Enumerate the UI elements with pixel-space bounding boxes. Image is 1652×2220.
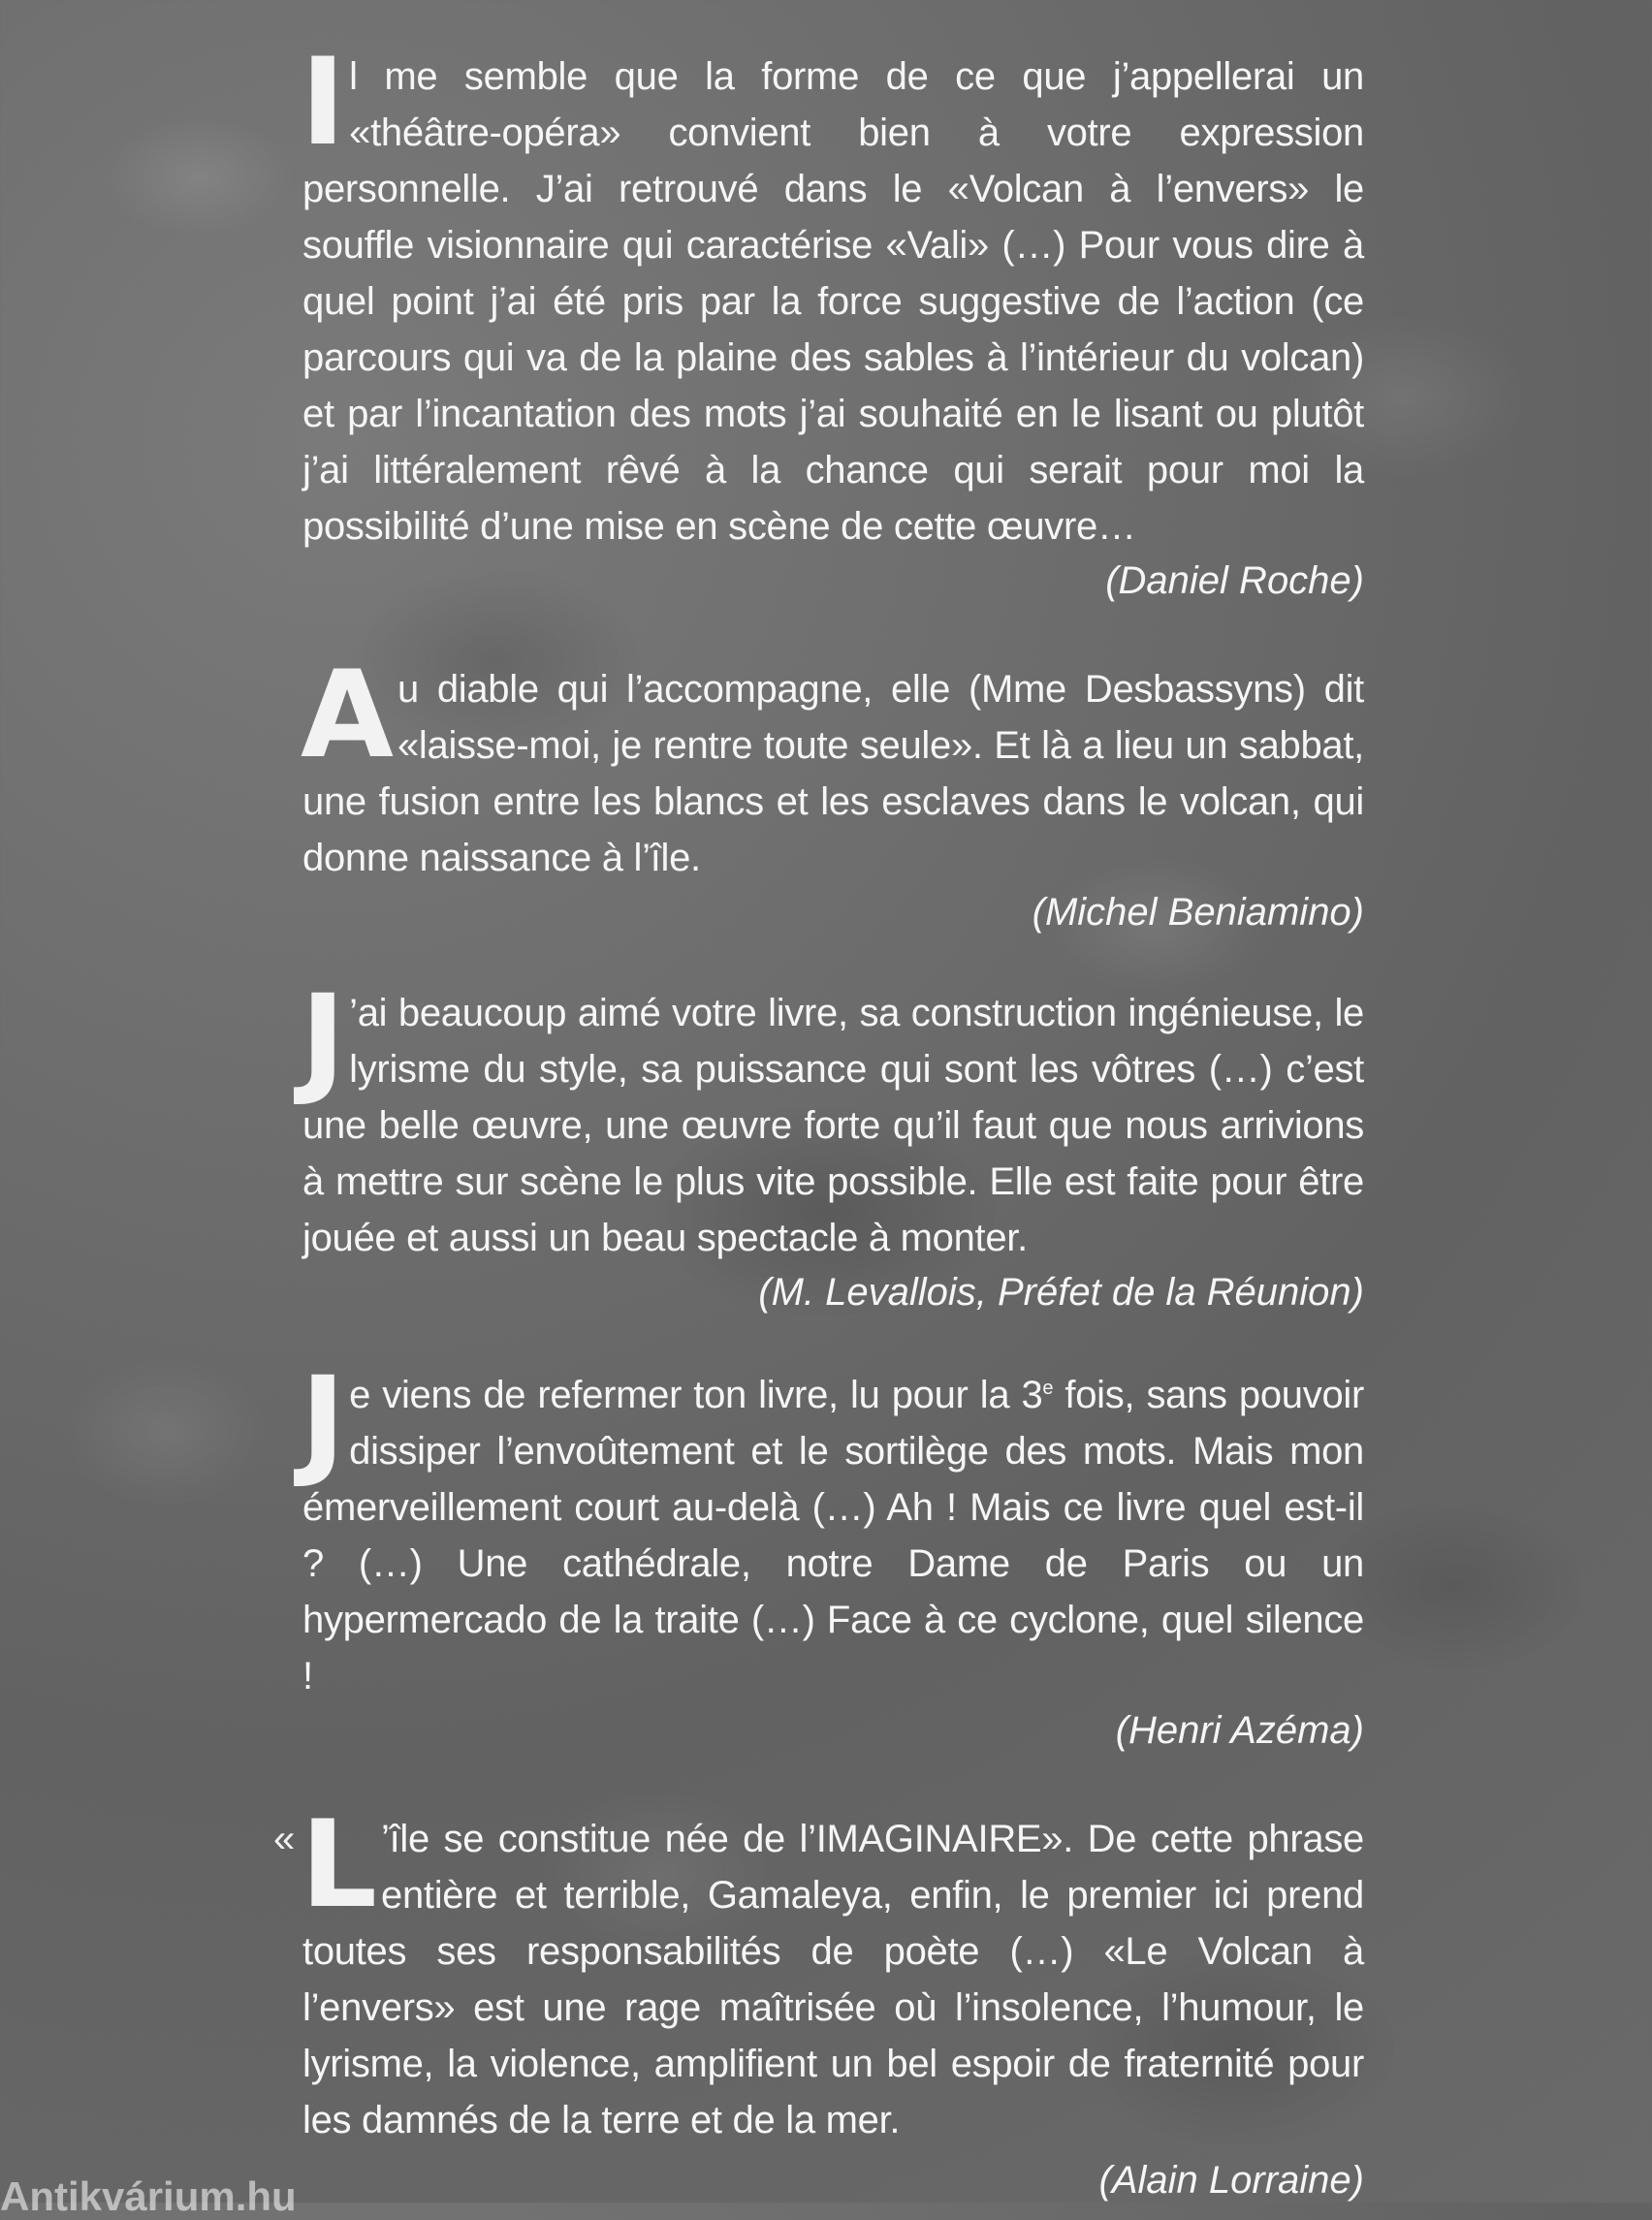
quotes-page <box>273 33 1365 2206</box>
dropcap: I <box>301 33 342 173</box>
quote-author: (Alain Lorraine) <box>1098 2159 1364 2202</box>
quote-text <box>301 33 1364 555</box>
quote-text <box>301 1795 1364 2148</box>
quote-text <box>301 646 1364 886</box>
quote-body: ’ai beaucoup aimé votre livre, sa construction ingénieuse, le lyrisme du style, sa puissance qui sont les vôtres (…) c’est une belle œuvre, une œuvre forte qu’il faut que nous arrivions à mettre sur scène le plus vite possible. Elle est faite pour être jouée et aussi un beau spectacle à monter. <box>302 992 1364 1259</box>
quote-body-part-1: e viens de refermer ton livre, lu pour la 3 <box>349 1374 1043 1416</box>
watermark: Antikvárium.hu <box>0 2173 297 2219</box>
quote-body: l me semble que la forme de ce que j’appellerai un «théâtre-opéra» convient bien à votre expression personnelle. J’ai retrouvé dans le «Volcan à l’envers» le souffle visionnaire qui caractérise «Vali» (…) Pour vous dire à quel point j’ai été pris par la force suggestive de l’action (ce parcours qui va de la plaine des sables à l’intérieur du volcan) et par l’incantation des mots j’ai souhaité en le lisant ou plutôt j’ai littéralement rêvé à la chance qui serait pour moi la possibilité d’une mise en scène de cette œuvre… <box>302 55 1364 548</box>
quote-text <box>301 1351 1365 1704</box>
quote-m-levallois <box>301 969 1364 1318</box>
quote-michel-beniamino <box>301 646 1364 938</box>
quote-body: u diable qui l’accompagne, elle (Mme Desbassyns) dit «laisse-moi, je rentre toute seule». Et là a lieu un sabbat, une fusion entre les blancs et les esclaves dans le volcan, qui donne naissance à l’île. <box>302 668 1364 879</box>
quote-author: (Michel Beniamino) <box>1032 891 1364 934</box>
ordinal-superscript: e <box>1042 1378 1054 1399</box>
quote-alain-lorraine <box>273 1795 1364 2206</box>
dropcap: J <box>301 1351 342 1491</box>
quote-daniel-roche <box>301 33 1364 607</box>
quote-author: (Henri Azéma) <box>1115 1709 1364 1752</box>
quote-body: ’île se constitue née de l’IMAGINAIRE». De cette phrase entière et terrible, Gamaleya, enfin, le premier ici prend toutes ses responsabilités de poète (…) «Le Volcan à l’envers» est une rage maîtrisée où l’insolence, l’humour, le lyrisme, la violence, amplifient un bel espoir de fraternité pour les damnés de la terre et de la mer. <box>302 1818 1364 2141</box>
dropcap: L <box>301 1795 374 1935</box>
opening-guillemet: « <box>273 1818 296 1860</box>
quote-henri-azema <box>301 1351 1365 1757</box>
quote-author: (Daniel Roche) <box>1105 559 1364 602</box>
quote-body-part-2: fois, sans pouvoir dissiper l’envoûtement et le sortilège des mots. Mais mon émerveillement court au-delà (…) Ah ! Mais ce livre quel est-il ? (…) Une cathédrale, notre Dame de Paris ou un hypermercado de la traite (…) Face à ce cyclone, quel silence ! <box>302 1374 1365 1697</box>
dropcap: A <box>301 646 390 785</box>
dropcap: J <box>301 969 342 1109</box>
quote-author: (M. Levallois, Préfet de la Réunion) <box>758 1271 1364 1314</box>
quote-text <box>301 969 1364 1266</box>
